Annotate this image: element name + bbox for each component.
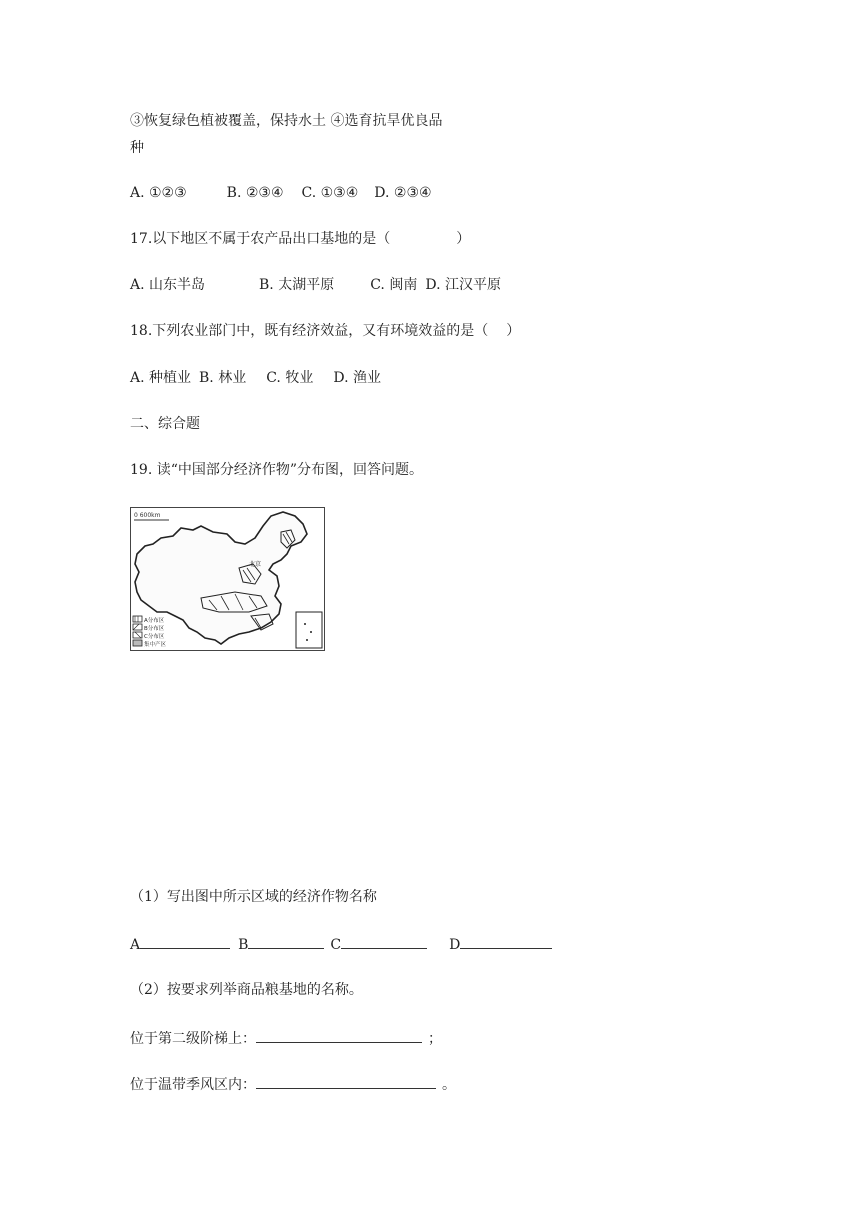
island-dot <box>306 639 308 641</box>
legend-swatch-a <box>133 616 142 622</box>
answer-blank-monsoon[interactable] <box>256 1074 436 1089</box>
section-title: 二、综合题 <box>130 416 200 432</box>
q17-option-b: B. 太湖平原 <box>259 277 335 293</box>
answer-blank-d[interactable] <box>460 934 552 949</box>
blank-label-b: B <box>238 937 249 953</box>
blank-label-a: A <box>130 937 141 953</box>
q16-option-b: B. ②③④ <box>226 185 284 201</box>
map-city-label: 北京 <box>249 561 262 568</box>
sub2-label-monsoon: 位于温带季风区内： <box>130 1077 256 1093</box>
q19-sub2: （2）按要求列举商品粮基地的名称。 <box>130 982 363 998</box>
q18-stem <box>130 322 520 340</box>
q19-sub2-line1 <box>130 1028 442 1048</box>
sub2-end-1: ； <box>428 1031 442 1047</box>
q16-stem-line-2: 种 <box>130 140 144 156</box>
island-dot <box>310 631 312 633</box>
q18-option-a: A. 种植业 <box>130 370 192 386</box>
blank-label-d: D <box>449 937 461 953</box>
q18-stem-text: 18.下列农业部门中，既有经济效益，又有环境效益的是（ <box>130 323 489 339</box>
q16-option-a: A. ①②③ <box>130 185 187 201</box>
answer-blank-step2[interactable] <box>256 1028 422 1043</box>
q19-sub1-blanks <box>130 934 552 954</box>
china-crops-map <box>130 507 325 651</box>
map-inset-box <box>296 612 322 648</box>
answer-blank-a[interactable] <box>140 934 230 949</box>
answer-blank-b[interactable] <box>248 934 324 949</box>
answer-blank-c[interactable] <box>341 934 427 949</box>
q16-option-c: C. ①③④ <box>301 185 359 201</box>
legend-swatch-b <box>133 624 142 630</box>
q18-stem-close: ） <box>506 323 521 339</box>
sub2-label-step2: 位于第二级阶梯上： <box>130 1031 256 1047</box>
legend-label-b: B分布区 <box>144 626 165 632</box>
q18-options <box>130 369 381 387</box>
legend-label-d: 集中产区 <box>144 642 167 648</box>
q16-options <box>130 184 432 202</box>
q18-option-c: C. 牧业 <box>266 370 314 386</box>
q16-stem-line: ③恢复绿色植被覆盖，保持水土 ④选育抗旱优良品 <box>130 113 443 129</box>
legend-hatch <box>135 632 141 638</box>
q17-option-d: D. 江汉平原 <box>425 277 501 293</box>
q18-option-b: B. 林业 <box>199 370 247 386</box>
map-drawing <box>131 508 324 650</box>
q17-stem <box>130 230 470 248</box>
q19-stem: 19. 读“中国部分经济作物”分布图，回答问题。 <box>130 462 424 478</box>
q17-options <box>130 276 501 294</box>
q18-option-d: D. 渔业 <box>333 370 381 386</box>
q17-option-c: C. 闽南 <box>370 277 418 293</box>
blank-label-c: C <box>330 937 342 953</box>
q17-stem-text: 17.以下地区不属于农产品出口基地的是（ <box>130 231 391 247</box>
island-dot <box>304 623 306 625</box>
legend-hatch <box>133 624 139 630</box>
map-scale: 0 600km <box>134 512 161 519</box>
q19-sub2-line2 <box>130 1074 456 1094</box>
q19-sub1: （1）写出图中所示区域的经济作物名称 <box>130 889 377 905</box>
map-legend <box>133 616 167 648</box>
sub2-end-2: 。 <box>442 1077 456 1093</box>
legend-label-c: C分布区 <box>144 634 165 640</box>
q17-option-a: A. 山东半岛 <box>130 277 206 293</box>
q16-option-d: D. ②③④ <box>374 185 432 201</box>
legend-swatch-c <box>133 632 142 638</box>
q17-stem-close: ） <box>456 231 471 247</box>
legend-label-a: A分布区 <box>144 618 165 624</box>
legend-swatch-d <box>133 640 142 646</box>
